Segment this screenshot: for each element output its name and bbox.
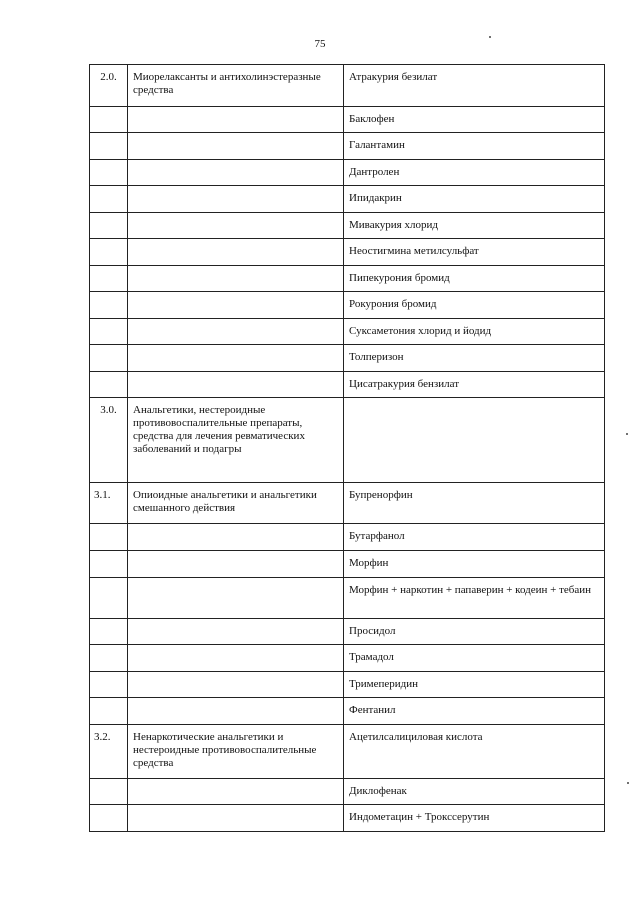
group-name — [128, 292, 344, 319]
drug-name: Пипекурония бромид — [344, 266, 605, 292]
group-name: Ненаркотические анальгетики и нестероидные противовоспалительные средства — [128, 725, 344, 779]
drug-name: Морфин + наркотин + папаверин + кодеин + тебаин — [344, 578, 605, 619]
section-code: 3.0. — [90, 398, 128, 483]
drug-name: Бутарфанол — [344, 524, 605, 551]
table-row — [90, 345, 605, 372]
table-row — [90, 398, 605, 483]
section-code — [90, 578, 128, 619]
table-row — [90, 319, 605, 345]
group-name — [128, 578, 344, 619]
drug-name: Суксаметония хлорид и йодид — [344, 319, 605, 345]
drug-name: Баклофен — [344, 107, 605, 133]
section-code — [90, 107, 128, 133]
group-name: Опиоидные анальгетики и анальгетики смешанного действия — [128, 483, 344, 524]
group-name — [128, 619, 344, 645]
section-code — [90, 239, 128, 266]
drug-name: Толперизон — [344, 345, 605, 372]
table-row — [90, 107, 605, 133]
table-row — [90, 483, 605, 524]
section-code — [90, 672, 128, 698]
table-row — [90, 578, 605, 619]
table-row — [90, 186, 605, 213]
group-name — [128, 319, 344, 345]
table-row — [90, 160, 605, 186]
section-code — [90, 186, 128, 213]
drug-name: Дантролен — [344, 160, 605, 186]
section-code — [90, 292, 128, 319]
group-name — [128, 239, 344, 266]
page-number: 75 — [314, 38, 326, 50]
group-name — [128, 779, 344, 805]
group-name — [128, 213, 344, 239]
section-code — [90, 213, 128, 239]
table-row — [90, 213, 605, 239]
group-name: Миорелаксанты и антихолинэстеразные средства — [128, 65, 344, 107]
table-row — [90, 524, 605, 551]
drug-name: Атракурия безилат — [344, 65, 605, 107]
group-name — [128, 133, 344, 160]
section-code — [90, 524, 128, 551]
table-row — [90, 551, 605, 578]
group-name — [128, 551, 344, 578]
group-name — [128, 672, 344, 698]
drug-name: Индометацин + Трокссерутин — [344, 805, 605, 832]
section-code — [90, 698, 128, 725]
scan-speck — [627, 782, 629, 784]
table-row — [90, 805, 605, 832]
table-row — [90, 292, 605, 319]
table-row — [90, 725, 605, 779]
group-name — [128, 186, 344, 213]
table-row — [90, 372, 605, 398]
drug-name: Цисатракурия бензилат — [344, 372, 605, 398]
drug-name: Морфин — [344, 551, 605, 578]
section-code — [90, 160, 128, 186]
table-row — [90, 133, 605, 160]
group-name — [128, 372, 344, 398]
section-code — [90, 779, 128, 805]
section-code — [90, 372, 128, 398]
section-code — [90, 645, 128, 672]
group-name — [128, 698, 344, 725]
drug-name: Просидол — [344, 619, 605, 645]
drug-table — [89, 64, 605, 832]
drug-name: Мивакурия хлорид — [344, 213, 605, 239]
section-code — [90, 551, 128, 578]
table-row — [90, 672, 605, 698]
section-code: 3.2. — [90, 725, 128, 779]
drug-name: Диклофенак — [344, 779, 605, 805]
drug-name: Галантамин — [344, 133, 605, 160]
section-code: 2.0. — [90, 65, 128, 107]
drug-name — [344, 398, 605, 483]
table-row — [90, 619, 605, 645]
group-name — [128, 345, 344, 372]
group-name — [128, 524, 344, 551]
group-name — [128, 266, 344, 292]
section-code — [90, 805, 128, 832]
group-name — [128, 107, 344, 133]
table-row — [90, 645, 605, 672]
section-code — [90, 345, 128, 372]
section-code — [90, 619, 128, 645]
group-name — [128, 160, 344, 186]
drug-name: Тримеперидин — [344, 672, 605, 698]
group-name — [128, 645, 344, 672]
scan-speck — [489, 36, 491, 38]
drug-name: Бупренорфин — [344, 483, 605, 524]
section-code: 3.1. — [90, 483, 128, 524]
section-code — [90, 133, 128, 160]
drug-name: Трамадол — [344, 645, 605, 672]
table-row — [90, 779, 605, 805]
group-name — [128, 805, 344, 832]
drug-name: Рокурония бромид — [344, 292, 605, 319]
scan-speck — [626, 433, 628, 435]
table-row — [90, 266, 605, 292]
section-code — [90, 266, 128, 292]
drug-name: Ипидакрин — [344, 186, 605, 213]
table-row — [90, 65, 605, 107]
drug-name: Фентанил — [344, 698, 605, 725]
table-row — [90, 698, 605, 725]
group-name: Анальгетики, нестероидные противовоспалительные препараты, средства для лечения ревматических заболеваний и подагры — [128, 398, 344, 483]
drug-name: Неостигмина метилсульфат — [344, 239, 605, 266]
section-code — [90, 319, 128, 345]
drug-name: Ацетилсалициловая кислота — [344, 725, 605, 779]
table-row — [90, 239, 605, 266]
